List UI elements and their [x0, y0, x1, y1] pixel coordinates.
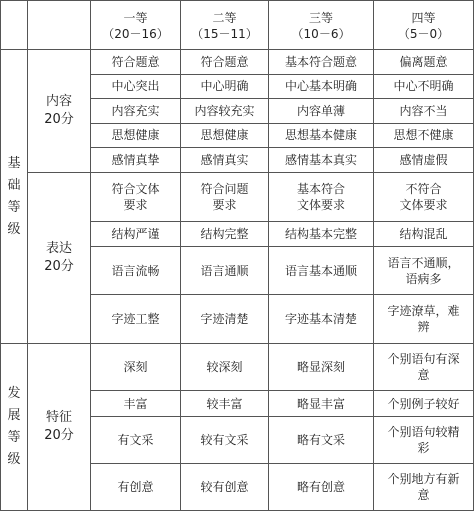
criteria-cell: 思想基本健康 [269, 123, 374, 148]
criteria-cell: 有文采 [91, 416, 181, 463]
criteria-cell: 中心明确 [181, 74, 269, 99]
criteria-cell: 内容不当 [374, 99, 474, 124]
criteria-cell: 语言通顺 [181, 247, 269, 295]
criteria-cell: 结构完整 [181, 221, 269, 247]
criteria-cell: 结构混乱 [374, 221, 474, 247]
level-range: （15－11） [191, 27, 258, 42]
criteria-cell: 不符合 文体要求 [374, 172, 474, 221]
criteria-cell: 字迹基本清楚 [269, 295, 374, 344]
criteria-cell: 个别地方有新 意 [374, 463, 474, 510]
criteria-cell: 中心不明确 [374, 74, 474, 99]
criteria-cell: 内容充实 [91, 99, 181, 124]
criteria-cell: 结构严谨 [91, 221, 181, 247]
criteria-cell: 思想健康 [181, 123, 269, 148]
level-range: （20－16） [102, 27, 169, 42]
criteria-cell: 语言流畅 [91, 247, 181, 295]
criteria-cell: 感情真实 [181, 148, 269, 173]
level-header-4 [374, 1, 474, 50]
basic-level-label: 基础等级 [1, 50, 28, 344]
criteria-cell: 结构基本完整 [269, 221, 374, 247]
criteria-cell: 符合问题 要求 [181, 172, 269, 221]
criteria-cell: 较丰富 [181, 391, 269, 417]
criteria-cell: 略有创意 [269, 463, 374, 510]
level-header-3 [269, 1, 374, 50]
level-range: （5－0） [397, 27, 450, 42]
criteria-cell: 略显丰富 [269, 391, 374, 417]
criteria-cell: 有创意 [91, 463, 181, 510]
level-name: 二等 [212, 11, 237, 26]
criteria-cell: 偏离题意 [374, 50, 474, 75]
table-row [1, 172, 474, 221]
criteria-cell: 略显深刻 [269, 344, 374, 391]
criteria-cell: 基本符合题意 [269, 50, 374, 75]
header-blank-cell [28, 1, 91, 50]
criteria-cell: 较有文采 [181, 416, 269, 463]
level-name: 四等 [411, 11, 436, 26]
criteria-cell: 较深刻 [181, 344, 269, 391]
expression-label: 表达 20分 [28, 172, 91, 344]
criteria-cell: 内容较充实 [181, 99, 269, 124]
content-label: 内容 20分 [28, 50, 91, 173]
criteria-cell: 中心基本明确 [269, 74, 374, 99]
criteria-cell: 丰富 [91, 391, 181, 417]
criteria-cell: 字迹潦草，难 辨 [374, 295, 474, 344]
level-range: （10－6） [291, 27, 351, 42]
criteria-cell: 思想不健康 [374, 123, 474, 148]
criteria-cell: 字迹工整 [91, 295, 181, 344]
level-name: 一等 [123, 11, 148, 26]
criteria-cell: 思想健康 [91, 123, 181, 148]
criteria-cell: 符合题意 [91, 50, 181, 75]
criteria-cell: 内容单薄 [269, 99, 374, 124]
criteria-cell: 个别例子较好 [374, 391, 474, 417]
feature-label: 特征 20分 [28, 344, 91, 511]
criteria-cell: 语言不通顺， 语病多 [374, 247, 474, 295]
criteria-cell: 感情真挚 [91, 148, 181, 173]
criteria-cell: 语言基本通顺 [269, 247, 374, 295]
criteria-cell: 基本符合 文体要求 [269, 172, 374, 221]
header-blank-cell [1, 1, 28, 50]
criteria-cell: 略有文采 [269, 416, 374, 463]
criteria-cell: 符合题意 [181, 50, 269, 75]
criteria-cell: 符合文体 要求 [91, 172, 181, 221]
criteria-cell: 深刻 [91, 344, 181, 391]
criteria-cell: 感情基本真实 [269, 148, 374, 173]
table-row [1, 50, 474, 75]
criteria-cell: 中心突出 [91, 74, 181, 99]
criteria-cell: 个别语句较精 彩 [374, 416, 474, 463]
level-header-1 [91, 1, 181, 50]
criteria-cell: 字迹清楚 [181, 295, 269, 344]
development-level-label: 发展等级 [1, 344, 28, 511]
criteria-cell: 感情虚假 [374, 148, 474, 173]
header-row [1, 1, 474, 50]
table-row [1, 344, 474, 391]
level-header-2 [181, 1, 269, 50]
criteria-cell: 较有创意 [181, 463, 269, 510]
criteria-cell: 个别语句有深 意 [374, 344, 474, 391]
level-name: 三等 [308, 11, 333, 26]
